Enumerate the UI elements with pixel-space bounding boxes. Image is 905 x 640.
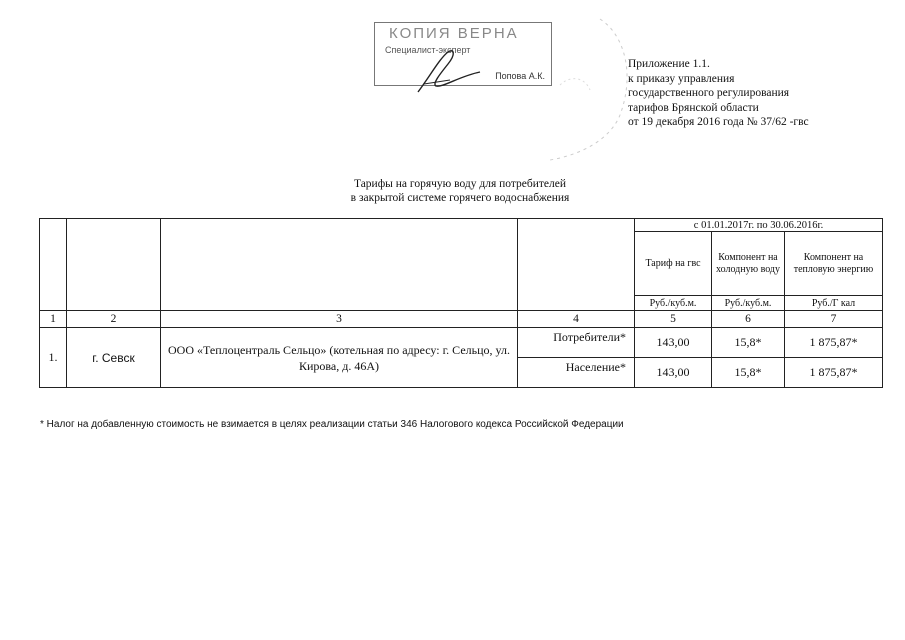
heat-value: 1 875,87* — [785, 328, 883, 358]
cold-water-value: 15,8* — [712, 358, 785, 388]
stamp-title: КОПИЯ ВЕРНА — [389, 25, 519, 42]
column-number: 1 — [40, 311, 67, 328]
row-organization: ООО «Теплоцентраль Сельцо» (котельная по адресу: г. Сельцо, ул. Кирова, д. 46А) — [161, 328, 518, 388]
cold-water-value: 15,8* — [712, 328, 785, 358]
unit-cold-water: Руб./куб.м. — [712, 296, 785, 311]
header-cell — [518, 219, 635, 311]
header-cell — [67, 219, 161, 311]
table-row — [40, 328, 883, 358]
signature-icon — [410, 46, 490, 96]
appendix-header — [628, 57, 809, 130]
col-header-tariff: Тариф на гвс — [635, 232, 712, 296]
period-header: с 01.01.2017г. по 30.06.2016г. — [635, 219, 883, 232]
appendix-line: Приложение 1.1. — [628, 58, 710, 70]
column-number: 2 — [67, 311, 161, 328]
stamp-role: Специалист-эксперт — [385, 45, 471, 55]
column-numbers-row — [40, 311, 883, 328]
column-number: 3 — [161, 311, 518, 328]
appendix-line: государственного регулирования — [628, 87, 790, 99]
column-number: 6 — [712, 311, 785, 328]
appendix-line: тарифов Брянской области — [628, 101, 759, 114]
category-consumers: Потребители* — [518, 328, 635, 358]
heat-value: 1 875,87* — [785, 358, 883, 388]
document-title — [250, 177, 670, 205]
title-line-1: Тарифы на горячую воду для потребителей — [353, 178, 567, 190]
footnote: * Налог на добавленную стоимость не взимается в целях реализации статьи 346 Налогового кодекса Российской Федерации — [40, 419, 624, 430]
column-number: 7 — [785, 311, 883, 328]
column-number: 5 — [635, 311, 712, 328]
appendix-line: от 19 декабря 2016 года № 37/62 -гвс — [628, 116, 809, 128]
tariff-value: 143,00 — [635, 328, 712, 358]
tariff-value: 143,00 — [635, 358, 712, 388]
col-header-heat: Компонент на тепловую энергию — [785, 232, 883, 296]
unit-tariff: Руб./куб.м. — [635, 296, 712, 311]
title-line-2: в закрытой системе горячего водоснабжения — [350, 192, 570, 204]
seal-icon — [540, 15, 640, 165]
header-cell — [40, 219, 67, 311]
tariff-table — [39, 218, 883, 388]
column-number: 4 — [518, 311, 635, 328]
header-cell — [161, 219, 518, 311]
unit-heat: Руб./Г кал — [785, 296, 883, 311]
appendix-line: к приказу управления — [628, 72, 735, 85]
stamp-name: Попова А.К. — [495, 71, 545, 81]
col-header-cold-water: Компонент на холодную воду — [712, 232, 785, 296]
row-city: г. Севск — [67, 328, 161, 388]
row-number: 1. — [40, 328, 67, 388]
category-population: Население* — [518, 358, 635, 388]
header-row-period — [40, 219, 883, 232]
